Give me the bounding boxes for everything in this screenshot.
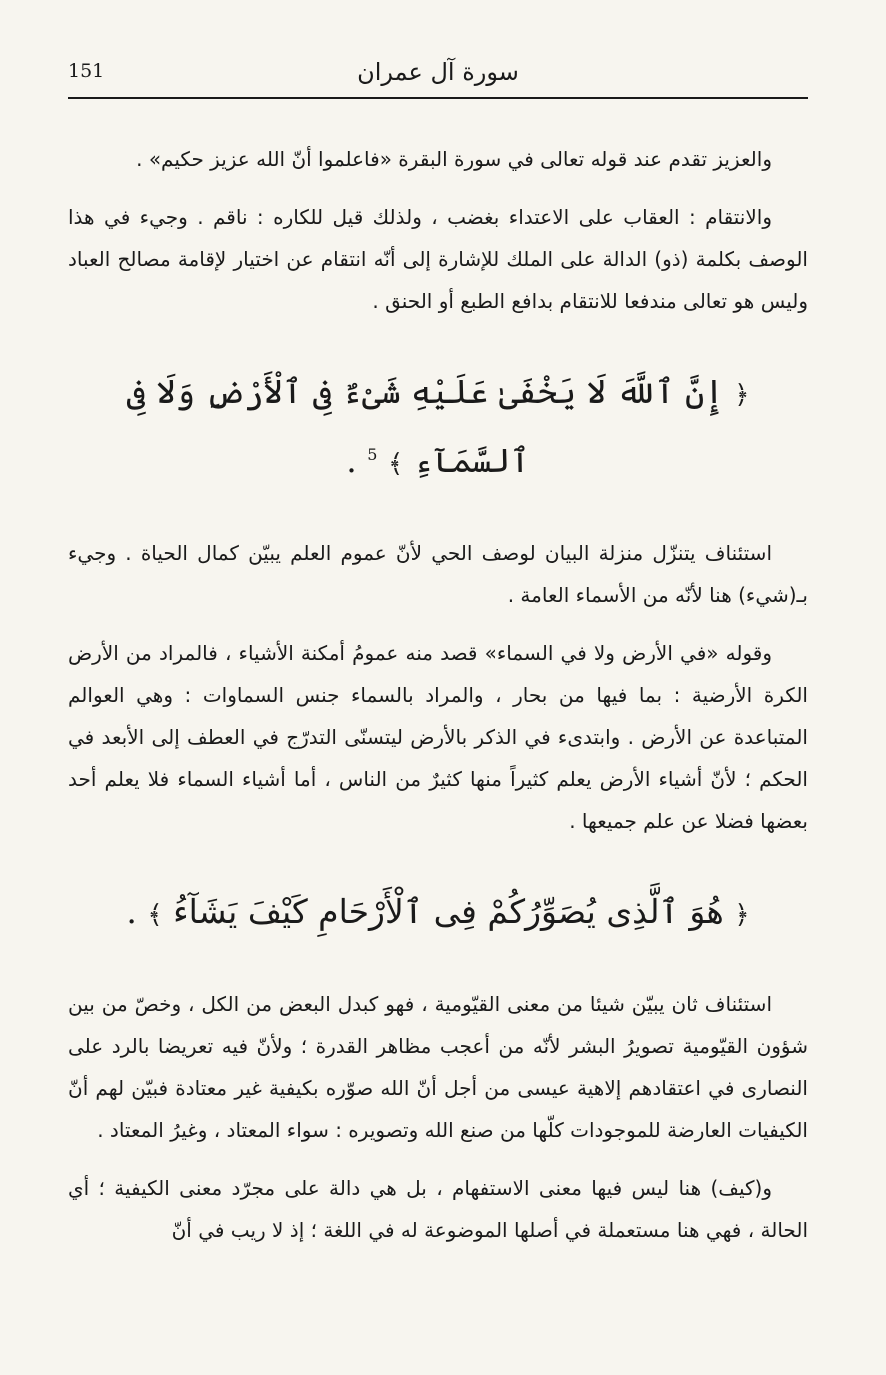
page-header: [68, 48, 808, 92]
verse-end-dot: .: [126, 892, 137, 931]
page-number: 151: [68, 60, 105, 82]
page-body: [68, 138, 808, 1267]
verse-close-bracket: ﴾: [147, 900, 163, 930]
paragraph: استئناف ثان يبيّن شيئا من معنى القيّومية ، فهو كبدل البعض من الكل ، وخصّ من بين شؤون القيّومية تصويرُ البشر لأنّه من أعجب مظاهر القدرة ؛ ولأنّ فيه تعريضا بالرد على النصارى في اعتقادهم إلاهية عيسى من أجل أنّ الله صوّره بكيفية غير معتادة فبيّن لهم أنّ الكيفيات العارضة للموجودات كلّها من صنع الله وتصويره : سواء المعتاد ، وغيرُ المعتاد .: [68, 992, 808, 1142]
verse-text: هُوَ ٱلَّذِى يُصَوِّرُكُمْ فِى ٱلْأَرْحَامِ كَيْفَ يَشَآءُ: [173, 892, 724, 931]
quran-verse: [68, 362, 808, 494]
verse-text: إِنَّ ٱللَّهَ لَا يَخْفَىٰ عَلَيْهِ شَىْءٌ فِى ٱلْأَرْضِ وَلَا فِى ٱلسَّمَآءِ: [126, 372, 724, 480]
quran-verse: [68, 882, 808, 945]
verse-open-bracket: ﴿: [734, 900, 750, 930]
paragraph: والعزيز تقدم عند قوله تعالى في سورة البقرة «فاعلموا أنّ الله عزيز حكيم» .: [136, 147, 772, 171]
paragraph: والانتقام : العقاب على الاعتداء بغضب ، ولذلك قيل للكاره : ناقم . وجيء في هذا الوصف بكلمة (ذو) الدالة على الملك للإشارة إلى أنّه انتقام عن اختيار لإقامة مصالح العباد وليس هو تعالى مندفعا للانتقام بدافع الطبع أو الحنق .: [68, 205, 808, 313]
header-divider: [68, 97, 808, 99]
paragraph: و(كيف) هنا ليس فيها معنى الاستفهام ، بل هي دالة على مجرّد معنى الكيفية ؛ أي الحالة ، فهي هنا مستعملة في أصلها الموضوعة له في اللغة ؛ إذ لا ريب في أنّ: [68, 1176, 808, 1242]
verse-end-dot: .: [346, 441, 357, 480]
paragraph: وقوله «في الأرض ولا في السماء» قصد منه عمومُ أمكنة الأشياء ، فالمراد من الأرض الكرة الأرضية : بما فيها من بحار ، والمراد بالسماء جنس السماوات : وهي العوالم المتباعدة عن الأرض . وابتدىء في الذكر بالأرض ليتسنّى التدرّج في العطف إلى الأبعد في الحكم ؛ لأنّ أشياء الأرض يعلم كثيراً منها كثيرٌ من الناس ، أما أشياء السماء فلا يعلم أحد بعضها فضلا عن علم جميعها .: [68, 641, 808, 833]
verse-number: 5: [367, 445, 378, 464]
paragraph: استئناف يتنزّل منزلة البيان لوصف الحي لأنّ عموم العلم يبيّن كمال الحياة . وجيء بـ(شيء) هنا لأنّه من الأسماء العامة .: [68, 541, 808, 607]
surah-title: سورة آل عمران: [357, 58, 519, 86]
verse-open-bracket: ﴿: [734, 380, 750, 410]
verse-close-bracket: ﴾: [387, 449, 404, 479]
